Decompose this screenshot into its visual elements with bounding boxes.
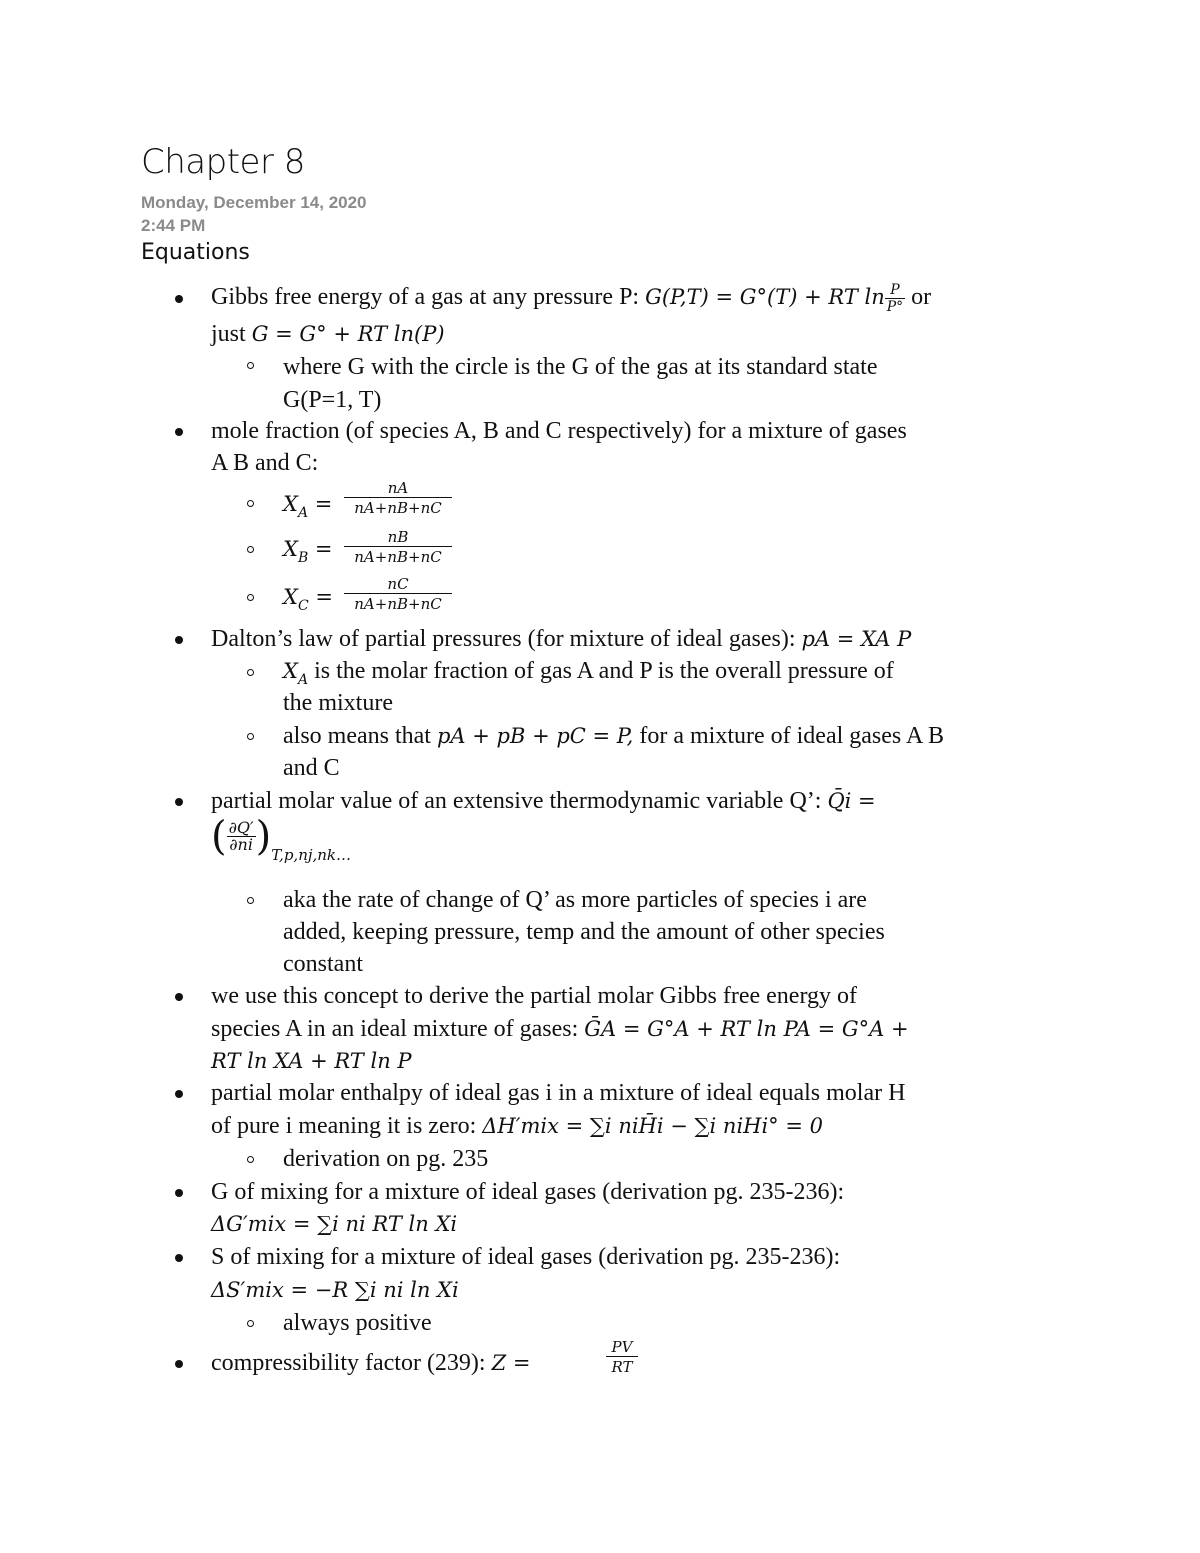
xa-equation: $X_A$ = bbox=[283, 492, 333, 521]
dalton-sub-1: $X_A$ is the molar fraction of gas A and P is the overall pressure of bbox=[283, 658, 894, 688]
bullet-icon bbox=[175, 1360, 183, 1368]
g-text: G of mixing for a mixture of ideal gases (derivation pg. 235-236): bbox=[211, 1179, 845, 1205]
pg-line-2 bbox=[211, 1013, 909, 1045]
sub-bullet-icon bbox=[247, 1156, 254, 1163]
pg-equation-2: RT ln XA + RT ln P bbox=[211, 1049, 412, 1073]
xb-lhs: X bbox=[283, 537, 298, 561]
mole-text-2: A B and C: bbox=[211, 450, 319, 476]
pg-equation-1: ḠA = G°A + RT ln PA = G°A + bbox=[584, 1017, 909, 1041]
xc-fraction bbox=[344, 575, 452, 614]
note-time: 2:44 PM bbox=[141, 216, 206, 235]
s-line-2 bbox=[211, 1274, 459, 1306]
xa-den: nA+nB+nC bbox=[344, 497, 452, 518]
gibbs-line bbox=[211, 281, 931, 315]
h-sub: derivation on pg. 235 bbox=[283, 1146, 489, 1172]
dalton-sub-2-eq: pA + pB + pC = P, bbox=[436, 724, 634, 748]
page-title: Chapter 8 bbox=[141, 142, 305, 182]
gibbs-equation: G(P,T) = G°(T) + RT ln bbox=[645, 285, 885, 309]
xa-lhs: X bbox=[283, 492, 298, 516]
section-heading: Equations bbox=[141, 240, 250, 265]
bullet-icon bbox=[175, 993, 183, 1001]
pm-equation: Q̄i = bbox=[827, 789, 876, 813]
z-fraction bbox=[606, 1338, 638, 1377]
bullet-icon bbox=[175, 295, 183, 303]
z-num: PV bbox=[611, 1338, 633, 1356]
xb-fraction bbox=[344, 528, 452, 567]
mole-text-1: mole fraction (of species A, B and C respectively) for a mixture of gases bbox=[211, 418, 907, 444]
xc-lhs: X bbox=[283, 585, 298, 609]
pg-line-3 bbox=[211, 1045, 412, 1077]
sub-bullet-icon bbox=[247, 546, 254, 553]
xc-sub: C bbox=[297, 598, 309, 614]
gibbs-frac-den: P° bbox=[886, 298, 904, 315]
bullet-icon bbox=[175, 1090, 183, 1098]
xb-sub: B bbox=[297, 550, 309, 566]
xc-equation: $X_C$ = bbox=[283, 585, 333, 614]
dalton-sub-2 bbox=[283, 720, 944, 752]
g-equation: ΔG′mix = ∑i ni RT ln Xi bbox=[211, 1212, 458, 1236]
pm-derivative: ( $\frac{\partial Q'}{\partial ni}$ )$_{T,p,nj,nk\dots}$ bbox=[211, 813, 352, 865]
dalton-line bbox=[211, 623, 911, 655]
xc-num: nC bbox=[387, 575, 409, 593]
gibbs-equation-2: G = G° + RT ln(P) bbox=[251, 322, 445, 346]
dalton-equation: pA = XA P bbox=[801, 627, 912, 651]
gibbs-just: just bbox=[211, 321, 246, 347]
bullet-icon bbox=[175, 636, 183, 644]
xb-den: nA+nB+nC bbox=[344, 546, 452, 567]
sub-bullet-icon bbox=[247, 594, 254, 601]
h-equation: ΔH′mix = ∑i niH̄i − ∑i niHi° = 0 bbox=[482, 1114, 823, 1138]
pm-num: ∂Q′ bbox=[228, 818, 254, 837]
sub-bullet-icon bbox=[247, 1320, 254, 1327]
pm-subscript: T,p,nj,nk… bbox=[271, 846, 352, 865]
bullet-icon bbox=[175, 428, 183, 436]
h-line-2 bbox=[211, 1110, 823, 1142]
s-sub: always positive bbox=[283, 1310, 432, 1336]
note-date: Monday, December 14, 2020 bbox=[141, 193, 367, 212]
gibbs-sub-2: G(P=1, T) bbox=[283, 387, 382, 413]
h-text-1: partial molar enthalpy of ideal gas i in a mixture of ideal equals molar H bbox=[211, 1080, 906, 1106]
sub-bullet-icon bbox=[247, 362, 254, 369]
dalton-sub-2c: and C bbox=[283, 755, 340, 781]
bullet-icon bbox=[175, 798, 183, 806]
z-text: compressibility factor (239): bbox=[211, 1350, 486, 1376]
z-equation: Z = bbox=[491, 1351, 531, 1375]
gibbs-line-2 bbox=[211, 318, 445, 350]
g-line-2 bbox=[211, 1208, 457, 1240]
dalton-sub-2-text: also means that bbox=[283, 723, 431, 749]
s-equation: ΔS′mix = −R ∑i ni ln Xi bbox=[211, 1278, 459, 1302]
bullet-icon bbox=[175, 1189, 183, 1197]
gibbs-frac-num: P bbox=[890, 281, 900, 298]
sub-bullet-icon bbox=[247, 500, 254, 507]
pm-sub-3: constant bbox=[283, 951, 363, 977]
sub-bullet-icon bbox=[247, 897, 254, 904]
pg-text-2: species A in an ideal mixture of gases: bbox=[211, 1016, 579, 1042]
xb-equation: $X_B$ = bbox=[283, 537, 333, 566]
xa-sub: A bbox=[297, 505, 309, 521]
pg-text-1: we use this concept to derive the partial molar Gibbs free energy of bbox=[211, 983, 857, 1009]
gibbs-or: or bbox=[911, 284, 932, 310]
pm-sub-1: aka the rate of change of Q’ as more particles of species i are bbox=[283, 887, 867, 913]
dalton-sub-1b: the mixture bbox=[283, 690, 393, 716]
xb-num: nB bbox=[387, 528, 409, 546]
sub-bullet-icon bbox=[247, 669, 254, 676]
gibbs-fraction bbox=[885, 282, 905, 315]
sub-bullet-icon bbox=[247, 733, 254, 740]
pm-text: partial molar value of an extensive thermodynamic variable Q’: bbox=[211, 788, 822, 814]
dalton-sub-2-text-b: for a mixture of ideal gases A B bbox=[639, 723, 944, 749]
pm-line bbox=[211, 785, 876, 817]
s-text: S of mixing for a mixture of ideal gases (derivation pg. 235-236): bbox=[211, 1244, 841, 1270]
bullet-icon bbox=[175, 1254, 183, 1262]
z-line bbox=[211, 1347, 530, 1379]
xc-den: nA+nB+nC bbox=[344, 593, 452, 614]
gibbs-text: Gibbs free energy of a gas at any pressure P: bbox=[211, 284, 640, 310]
dalton-text: Dalton’s law of partial pressures (for mixture of ideal gases): bbox=[211, 626, 796, 652]
pm-sub-2: added, keeping pressure, temp and the amount of other species bbox=[283, 919, 885, 945]
gibbs-sub-1: where G with the circle is the G of the gas at its standard state bbox=[283, 354, 878, 380]
z-den: RT bbox=[606, 1356, 638, 1377]
h-text-2: of pure i meaning it is zero: bbox=[211, 1113, 477, 1139]
xa-fraction bbox=[344, 479, 452, 518]
xa-num: nA bbox=[387, 479, 409, 497]
dalton-sub-1-text: is the molar fraction of gas A and P is the overall pressure of bbox=[314, 658, 894, 684]
pm-den: ∂ni bbox=[227, 836, 256, 853]
